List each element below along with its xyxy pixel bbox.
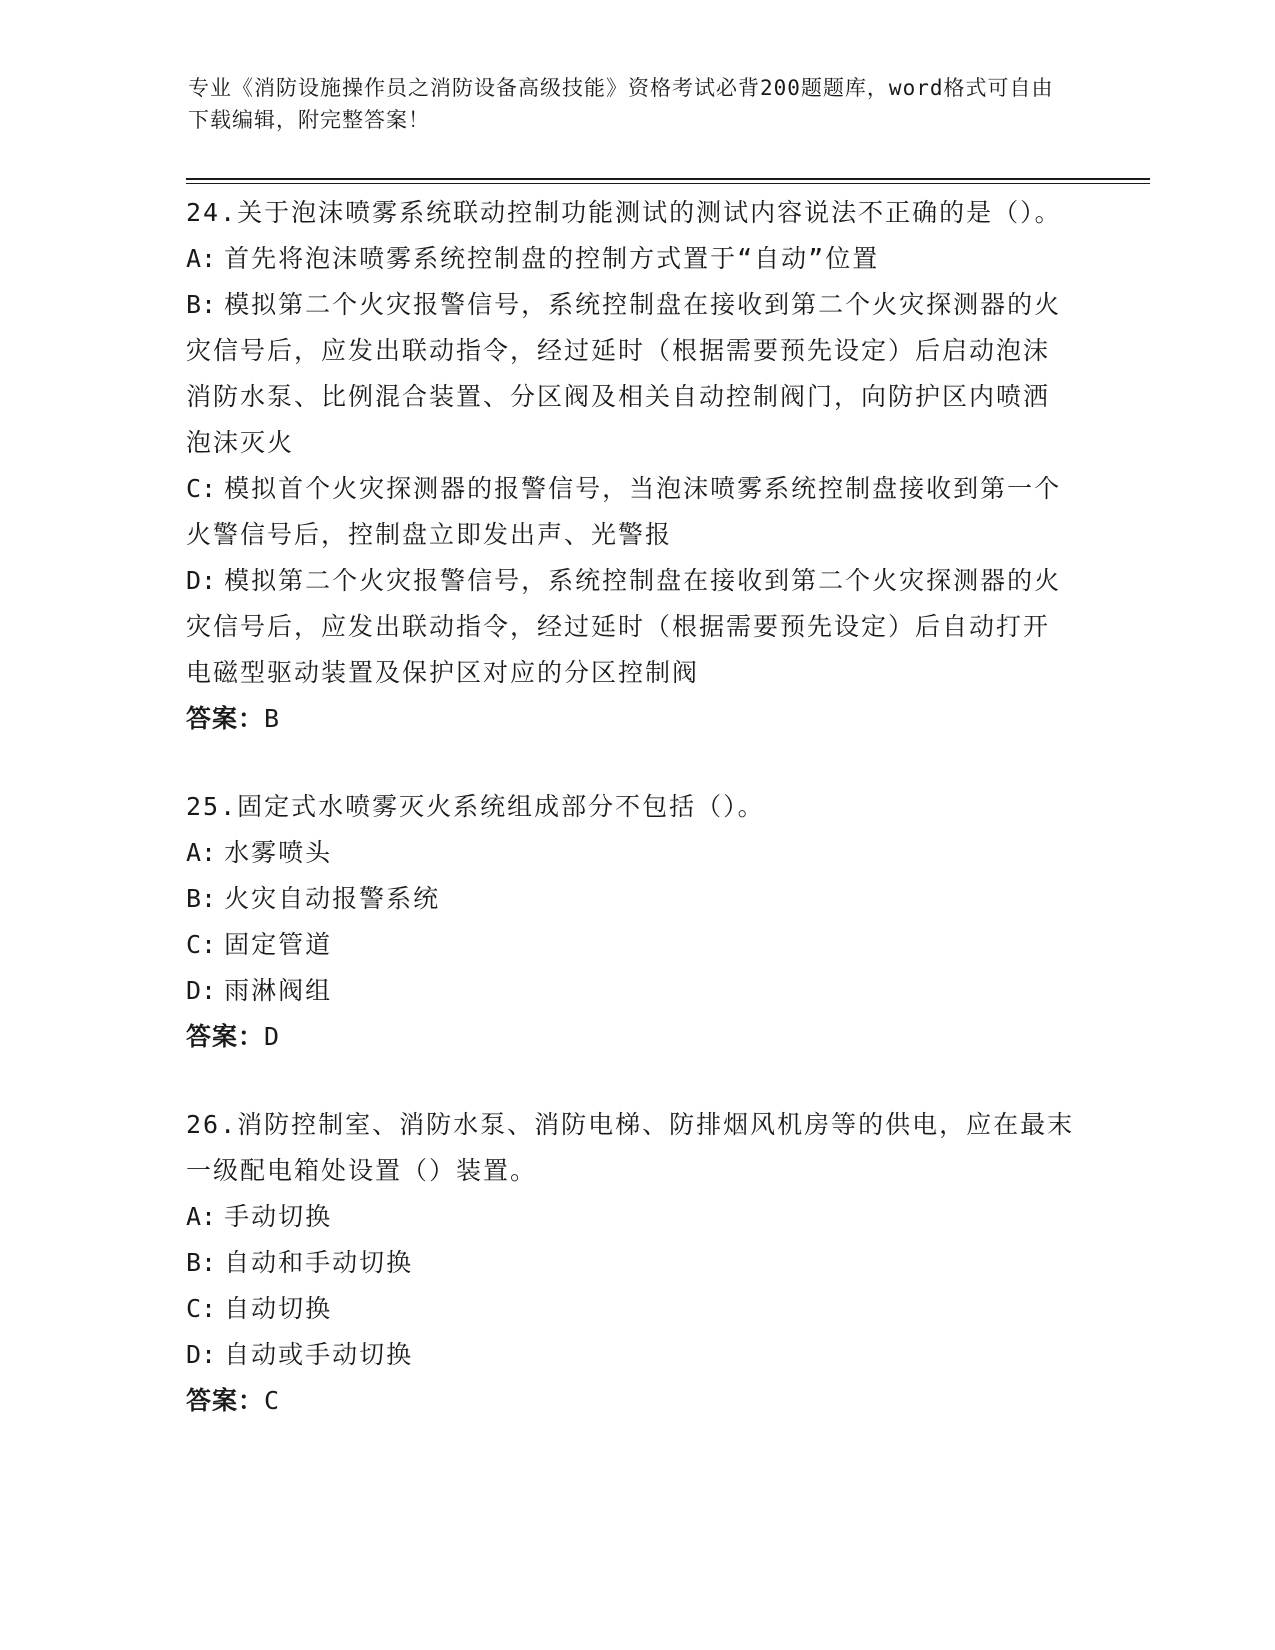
option-c bbox=[186, 1286, 1076, 1332]
header-divider-thin bbox=[186, 183, 1150, 184]
option-text: 火灾自动报警系统 bbox=[224, 884, 441, 913]
option-letter: B: bbox=[186, 884, 217, 913]
option-text: 模拟首个火灾探测器的报警信号，当泡沫喷雾系统控制盘接收到第一个火警信号后，控制盘立即发出声、光警报 bbox=[186, 474, 1062, 549]
option-letter: A: bbox=[186, 1202, 217, 1231]
option-c bbox=[186, 466, 1076, 558]
option-text: 首先将泡沫喷雾系统控制盘的控制方式置于“自动”位置 bbox=[224, 244, 880, 273]
answer-label: 答案： bbox=[186, 1386, 265, 1415]
question-stem: 25.固定式水喷雾灭火系统组成部分不包括（）。 bbox=[186, 792, 765, 821]
option-c bbox=[186, 922, 1076, 968]
option-letter: A: bbox=[186, 244, 217, 273]
option-text: 自动或手动切换 bbox=[224, 1340, 414, 1369]
option-letter: B: bbox=[186, 290, 217, 319]
option-text: 自动切换 bbox=[224, 1294, 333, 1323]
question-26 bbox=[186, 1102, 1076, 1424]
answer-line bbox=[186, 696, 1076, 742]
option-letter: C: bbox=[186, 474, 217, 503]
question-24 bbox=[186, 190, 1076, 742]
question-stem: 26.消防控制室、消防水泵、消防电梯、防排烟风机房等的供电，应在最末一级配电箱处设置（）装置。 bbox=[186, 1110, 1075, 1185]
option-text: 模拟第二个火灾报警信号，系统控制盘在接收到第二个火灾探测器的火灾信号后，应发出联动指令，经过延时（根据需要预先设定）后自动打开电磁型驱动装置及保护区对应的分区控制阀 bbox=[186, 566, 1062, 687]
option-text: 雨淋阀组 bbox=[224, 976, 333, 1005]
option-letter: C: bbox=[186, 930, 217, 959]
option-letter: D: bbox=[186, 566, 217, 595]
question-list bbox=[186, 190, 1076, 1466]
option-letter: A: bbox=[186, 838, 217, 867]
answer-line bbox=[186, 1378, 1076, 1424]
option-a bbox=[186, 830, 1076, 876]
answer-value: C bbox=[264, 1386, 281, 1415]
option-letter: D: bbox=[186, 976, 217, 1005]
header-divider-thick bbox=[186, 178, 1150, 180]
answer-label: 答案： bbox=[186, 704, 265, 733]
option-text: 水雾喷头 bbox=[224, 838, 333, 867]
option-letter: B: bbox=[186, 1248, 217, 1277]
option-d bbox=[186, 1332, 1076, 1378]
option-b bbox=[186, 876, 1076, 922]
answer-line bbox=[186, 1014, 1076, 1060]
answer-value: D bbox=[264, 1022, 281, 1051]
option-letter: C: bbox=[186, 1294, 217, 1323]
option-a bbox=[186, 1194, 1076, 1240]
option-letter: D: bbox=[186, 1340, 217, 1369]
document-header: 专业《消防设施操作员之消防设备高级技能》资格考试必背200题题库，word格式可自由下载编辑，附完整答案！ bbox=[188, 76, 1054, 132]
option-text: 自动和手动切换 bbox=[224, 1248, 414, 1277]
option-b bbox=[186, 1240, 1076, 1286]
option-d bbox=[186, 968, 1076, 1014]
option-text: 固定管道 bbox=[224, 930, 333, 959]
answer-value: B bbox=[264, 704, 281, 733]
option-a bbox=[186, 236, 1076, 282]
option-text: 模拟第二个火灾报警信号，系统控制盘在接收到第二个火灾探测器的火灾信号后，应发出联动指令，经过延时（根据需要预先设定）后启动泡沫消防水泵、比例混合装置、分区阀及相关自动控制阀门，向防护区内喷洒泡沫灭火 bbox=[186, 290, 1062, 457]
option-d bbox=[186, 558, 1076, 696]
question-25 bbox=[186, 784, 1076, 1060]
option-b bbox=[186, 282, 1076, 466]
question-stem: 24.关于泡沫喷雾系统联动控制功能测试的测试内容说法不正确的是（）。 bbox=[186, 198, 1062, 227]
answer-label: 答案： bbox=[186, 1022, 265, 1051]
option-text: 手动切换 bbox=[224, 1202, 333, 1231]
